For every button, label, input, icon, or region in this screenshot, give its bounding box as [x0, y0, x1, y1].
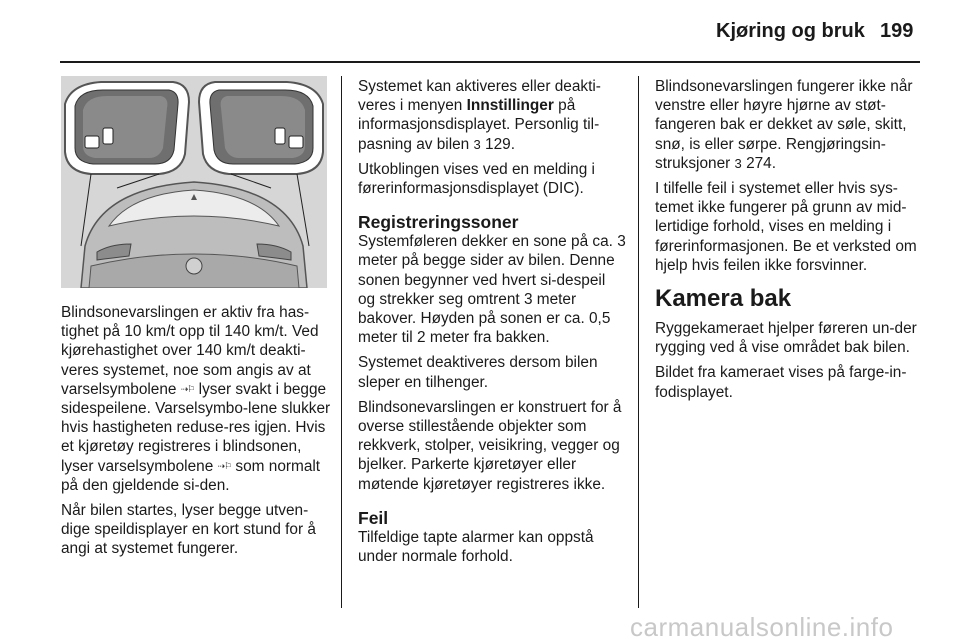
paragraph-text: som normalt på den gjeldende si-den. — [61, 457, 321, 494]
page-reference[interactable]: 129. — [485, 135, 515, 153]
blind-spot-warning-icon: ⇢⚐ — [180, 383, 195, 394]
paragraph: Utkoblingen vises ved en melding i førerinformasjonsdisplayet (DIC). — [358, 160, 595, 198]
column-left — [61, 303, 331, 565]
mirror-car-drawing — [61, 76, 327, 288]
paragraph: I tilfelle feil i systemet eller hvis sys-temet ikke fungerer på grunn av mid-lertidige forhold, vises en melding i førerinformasjonen. Be et verksted om hjelp hvis feilen ikke forsvinner. — [655, 180, 917, 274]
paragraph: Systemet deaktiveres dersom bilen sleper en tilhenger. — [358, 354, 598, 391]
paragraph-text: lyser svakt i begge sidespeilene. Varselsymbo-lene slukker hvis hastigheten reduse-res igjen. Hvis et kjøretøy registreres i blindsonen, lyser varselsymbolene — [61, 380, 331, 475]
paragraph: Systemføleren dekker en sone på ca. 3 meter på begge sider av bilen. Denne sonen begynner ved hvert si-despeil og strekker seg omtrent 3 meter bakover. Høyden på sonen er ca. 0,5 meter til 2 meter fra bakken. — [358, 233, 626, 347]
paragraph: Tilfeldige tapte alarmer kan oppstå under normale forhold. — [358, 528, 594, 566]
paragraph — [358, 77, 626, 154]
paragraph — [61, 303, 331, 495]
paragraph: Når bilen startes, lyser begge utven-dige speildisplayer en kort stund for å angi at systemet fungerer. — [61, 502, 316, 558]
section-title: Kjøring og bruk — [716, 20, 865, 42]
page-header — [0, 0, 960, 60]
blind-spot-mirror-illustration — [61, 76, 327, 288]
page-number: 199 — [880, 20, 914, 42]
paragraph — [655, 77, 925, 173]
column-divider — [341, 76, 342, 608]
cross-reference-arrow-icon: 3 — [734, 155, 742, 171]
paragraph-text: Blindsonevarslingen er aktiv fra has-tighet på 10 km/t opp til 140 km/t. Ved kjørehastighet over 140 km/t deakti-veres systemet, noe som angis av at varselsymbolene — [61, 304, 319, 398]
paragraph: Ryggekameraet hjelper føreren un-der rygging ved å vise området bak bilen. — [655, 320, 917, 357]
paragraph-text: på informasjonsdisplayet. Personlig til-pasning av bilen — [358, 97, 600, 153]
menu-name: Innstillinger — [466, 97, 554, 115]
paragraph: Blindsonevarslingen er konstruert for å overse stillestående objekter som rekkverk, stolper, veisikring, vegger og bjelker. Parkerte kjøretøyer eller møtende kjøretøyer registreres ikke. — [358, 398, 622, 493]
header-rule — [60, 61, 920, 63]
heading-detection-zones: Registreringssoner — [358, 212, 519, 233]
cross-reference-arrow-icon: 3 — [473, 136, 481, 152]
page-reference[interactable]: 274. — [746, 154, 777, 172]
paragraph-text: Blindsonevarslingen fungerer ikke når venstre eller høyre hjørne av støt-fangeren bak er dekket av søle, skitt, snø, is eller sørpe. Rengjøringsin-struksjoner — [655, 78, 913, 172]
paragraph-text: Systemet kan aktiveres eller deakti-veres i menyen — [358, 78, 601, 115]
column-right — [655, 77, 925, 408]
heading-fault: Feil — [358, 507, 389, 528]
watermark: carmanualsonline.info — [630, 612, 894, 642]
column-middle — [358, 77, 626, 572]
column-divider — [638, 76, 639, 608]
blind-spot-warning-icon: ⇢⚐ — [217, 460, 232, 471]
heading-rear-camera: Kamera bak — [655, 285, 792, 313]
paragraph: Bildet fra kameraet vises på farge-in-fodisplayet. — [655, 364, 907, 401]
